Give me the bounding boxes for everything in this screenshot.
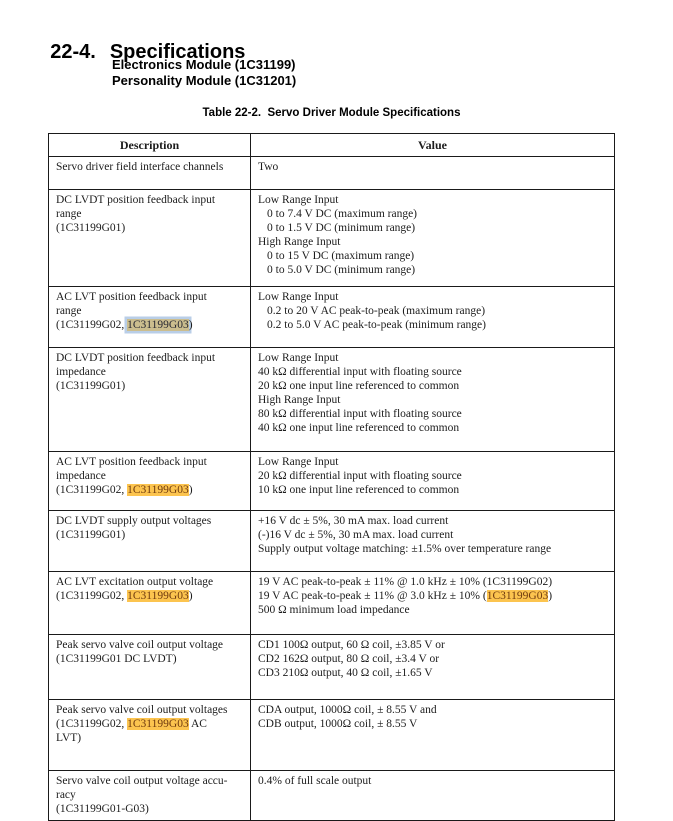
cell-line xyxy=(56,638,244,652)
cell-text: (1C31199G02, xyxy=(56,718,128,730)
cell-text: DC LVDT supply output voltages xyxy=(56,515,212,527)
cell-line xyxy=(56,703,244,717)
cell-line xyxy=(56,788,244,802)
cell-line xyxy=(258,575,608,589)
cell-text: 20 kΩ one input line referenced to common xyxy=(258,380,460,392)
cell-text: 80 kΩ differential input with floating source xyxy=(258,408,462,420)
cell-text: 0 to 5.0 V DC (minimum range) xyxy=(267,264,416,276)
cell-text: CD1 100Ω output, 60 Ω coil, ±3.85 V or xyxy=(258,639,445,651)
column-header-value: Value xyxy=(251,134,615,157)
cell-text: Low Range Input xyxy=(258,194,339,206)
cell-line xyxy=(56,528,244,542)
spec-description-cell xyxy=(49,452,251,511)
cell-text: DC LVDT position feedback input xyxy=(56,194,216,206)
cell-line xyxy=(258,407,608,421)
cell-line xyxy=(258,666,608,680)
cell-line xyxy=(258,304,608,318)
cell-line xyxy=(258,483,608,497)
cell-line xyxy=(258,652,608,666)
subtitle-electronics-module: Electronics Module (1C31199) xyxy=(112,57,296,72)
cell-line xyxy=(258,603,608,617)
cell-text: 40 kΩ one input line referenced to common xyxy=(258,422,460,434)
spec-description-cell xyxy=(49,190,251,287)
cell-line xyxy=(56,575,244,589)
cell-text: Two xyxy=(258,161,279,173)
cell-text: 0.2 to 5.0 V AC peak-to-peak (minimum range) xyxy=(267,319,486,331)
cell-text: DC LVDT position feedback input xyxy=(56,352,216,364)
cell-text: (1C31199G01-G03) xyxy=(56,803,149,815)
spec-description-cell xyxy=(49,348,251,452)
cell-line xyxy=(258,528,608,542)
cell-line xyxy=(258,193,608,207)
cell-line xyxy=(258,455,608,469)
cell-text: impedance xyxy=(56,470,106,482)
cell-text: (1C31199G02, xyxy=(56,590,128,602)
cell-text: 19 V AC peak-to-peak ± 11% @ 3.0 kHz ± 10% ( xyxy=(258,590,487,602)
cell-text: AC xyxy=(188,718,207,730)
table-row xyxy=(49,287,615,348)
cell-text: racy xyxy=(56,789,76,801)
spec-value-cell xyxy=(251,771,615,821)
cell-text: 0.2 to 20 V AC peak-to-peak (maximum range) xyxy=(267,305,486,317)
spec-value-cell xyxy=(251,157,615,190)
cell-text: (1C31199G01) xyxy=(56,380,126,392)
cell-text: 0 to 15 V DC (maximum range) xyxy=(267,250,415,262)
cell-text: (1C31199G02, xyxy=(56,319,128,331)
section-title: Specifications xyxy=(109,41,246,63)
cell-text: ) xyxy=(188,319,193,331)
subtitle-personality-module: Personality Module (1C31201) xyxy=(112,73,297,88)
cell-text: Low Range Input xyxy=(258,456,339,468)
cell-text: ) xyxy=(188,590,193,602)
search-highlight: 1C31199G03 xyxy=(486,590,549,602)
cell-text: 0.4% of full scale output xyxy=(258,775,372,787)
spec-description-cell xyxy=(49,157,251,190)
selected-search-highlight: 1C31199G03 xyxy=(127,319,189,331)
cell-line xyxy=(258,638,608,652)
cell-line xyxy=(56,379,244,393)
cell-text: 500 Ω minimum load impedance xyxy=(258,604,410,616)
cell-text: Low Range Input xyxy=(258,291,339,303)
cell-line xyxy=(56,290,244,304)
cell-line xyxy=(56,193,244,207)
spec-table xyxy=(48,133,615,821)
table-caption: Table 22-2. Servo Driver Module Specifications xyxy=(202,107,461,119)
spec-value-cell xyxy=(251,348,615,452)
spec-description-cell xyxy=(49,287,251,348)
cell-text: (-)16 V dc ± 5%, 30 mA max. load current xyxy=(258,529,454,541)
table-row xyxy=(49,511,615,572)
cell-text: AC LVT excitation output voltage xyxy=(56,576,214,588)
cell-line xyxy=(56,514,244,528)
cell-text: Peak servo valve coil output voltages xyxy=(56,704,228,716)
table-row xyxy=(49,452,615,511)
cell-line xyxy=(56,318,244,332)
spec-description-cell xyxy=(49,771,251,821)
cell-line xyxy=(258,221,608,235)
spec-value-cell xyxy=(251,511,615,572)
cell-line xyxy=(258,393,608,407)
cell-line xyxy=(56,365,244,379)
cell-line xyxy=(258,589,608,603)
cell-line xyxy=(56,469,244,483)
cell-text: (1C31199G01 DC LVDT) xyxy=(56,653,177,665)
cell-text: AC LVT position feedback input xyxy=(56,291,207,303)
cell-text: range xyxy=(56,208,82,220)
cell-line xyxy=(56,483,244,497)
search-highlight: 1C31199G03 xyxy=(127,718,189,730)
cell-text: range xyxy=(56,305,82,317)
cell-text: impedance xyxy=(56,366,106,378)
cell-line xyxy=(56,731,244,745)
cell-text: CDB output, 1000Ω coil, ± 8.55 V xyxy=(258,718,418,730)
cell-text: CDA output, 1000Ω coil, ± 8.55 V and xyxy=(258,704,437,716)
cell-text: ) xyxy=(188,484,193,496)
cell-text: (1C31199G02, xyxy=(56,484,128,496)
cell-text: +16 V dc ± 5%, 30 mA max. load current xyxy=(258,515,449,527)
cell-text: 0 to 1.5 V DC (minimum range) xyxy=(267,222,416,234)
cell-text: High Range Input xyxy=(258,236,341,248)
spec-value-cell xyxy=(251,700,615,771)
cell-text: Peak servo valve coil output voltage xyxy=(56,639,224,651)
spec-value-cell xyxy=(251,572,615,635)
table-row xyxy=(49,190,615,287)
spec-value-cell xyxy=(251,190,615,287)
cell-text: LVT) xyxy=(56,732,82,744)
cell-line xyxy=(258,717,608,731)
table-row xyxy=(49,572,615,635)
cell-line xyxy=(56,207,244,221)
module-subtitles xyxy=(112,57,296,89)
cell-line xyxy=(56,351,244,365)
spec-description-cell xyxy=(49,635,251,700)
cell-line xyxy=(258,703,608,717)
cell-text: CD2 162Ω output, 80 Ω coil, ±3.4 V or xyxy=(258,653,440,665)
table-row xyxy=(49,700,615,771)
cell-text: 0 to 7.4 V DC (maximum range) xyxy=(267,208,418,220)
cell-line xyxy=(56,652,244,666)
cell-line xyxy=(56,802,244,816)
section-number: 22-4. xyxy=(50,41,96,63)
cell-line xyxy=(258,249,608,263)
cell-line xyxy=(258,365,608,379)
cell-line xyxy=(258,351,608,365)
spec-value-cell xyxy=(251,635,615,700)
cell-text: 19 V AC peak-to-peak ± 11% @ 1.0 kHz ± 10% (1C31199G02) xyxy=(258,576,553,588)
cell-text: 20 kΩ differential input with floating source xyxy=(258,470,462,482)
cell-line xyxy=(56,455,244,469)
cell-text: (1C31199G01) xyxy=(56,529,126,541)
cell-line xyxy=(258,160,608,174)
spec-description-cell xyxy=(49,511,251,572)
cell-line xyxy=(258,290,608,304)
cell-line xyxy=(56,304,244,318)
search-highlight: 1C31199G03 xyxy=(127,590,189,602)
table-row xyxy=(49,348,615,452)
cell-line xyxy=(258,263,608,277)
spec-description-cell xyxy=(49,700,251,771)
cell-text: Low Range Input xyxy=(258,352,339,364)
column-header-description: Description xyxy=(49,134,251,157)
cell-line xyxy=(258,379,608,393)
cell-line xyxy=(258,469,608,483)
table-row xyxy=(49,157,615,190)
cell-line xyxy=(56,589,244,603)
spec-description-cell xyxy=(49,572,251,635)
cell-text: High Range Input xyxy=(258,394,341,406)
cell-line xyxy=(258,542,608,556)
cell-text: 10 kΩ one input line referenced to common xyxy=(258,484,460,496)
search-highlight: 1C31199G03 xyxy=(127,484,189,496)
cell-line xyxy=(56,717,244,731)
table-row xyxy=(49,771,615,821)
cell-line xyxy=(56,221,244,235)
table-header-row xyxy=(49,134,615,157)
cell-line xyxy=(56,774,244,788)
cell-text: Supply output voltage matching: ±1.5% over temperature range xyxy=(258,543,552,555)
table-row xyxy=(49,635,615,700)
cell-line xyxy=(258,207,608,221)
cell-line xyxy=(258,318,608,332)
cell-line xyxy=(258,514,608,528)
cell-text: 40 kΩ differential input with floating source xyxy=(258,366,462,378)
cell-text: CD3 210Ω output, 40 Ω coil, ±1.65 V xyxy=(258,667,433,679)
cell-line xyxy=(56,160,244,174)
spec-value-cell xyxy=(251,452,615,511)
spec-value-cell xyxy=(251,287,615,348)
cell-text: Servo valve coil output voltage accu- xyxy=(56,775,228,787)
cell-text: ) xyxy=(548,590,553,602)
cell-line xyxy=(258,421,608,435)
cell-line xyxy=(258,235,608,249)
cell-text: AC LVT position feedback input xyxy=(56,456,207,468)
cell-text: (1C31199G01) xyxy=(56,222,126,234)
cell-text: Servo driver field interface channels xyxy=(56,161,224,173)
cell-line xyxy=(258,774,608,788)
